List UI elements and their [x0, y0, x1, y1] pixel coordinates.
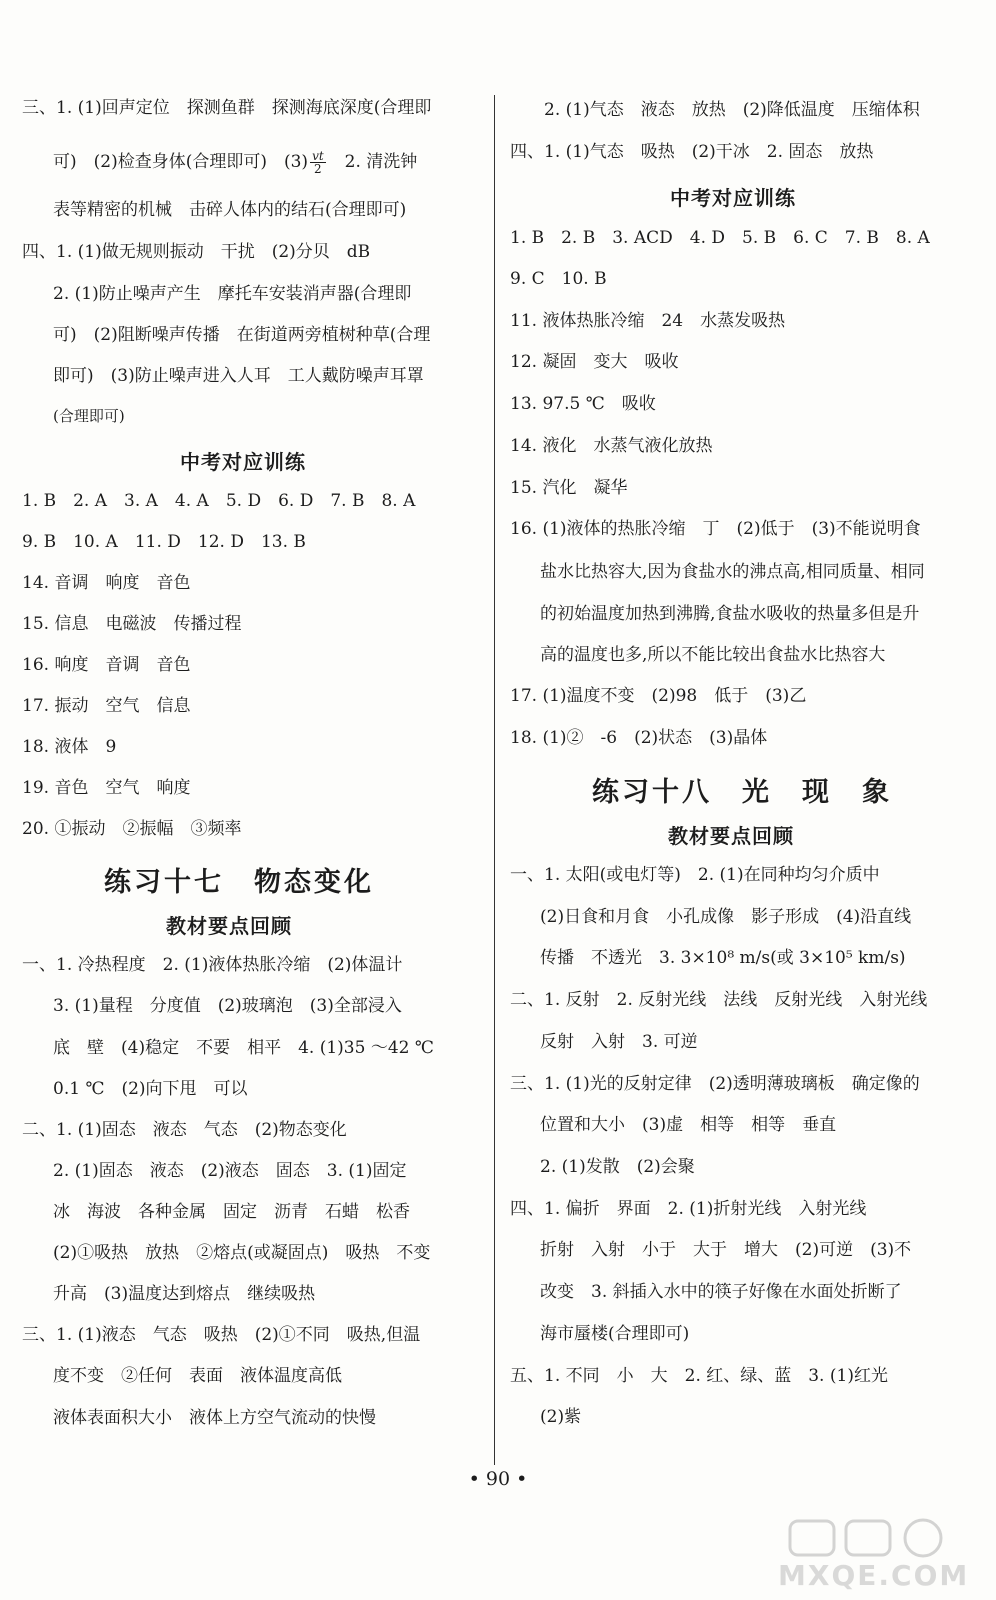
answer-line: 升高 (3)温度达到熔点 继续吸热 [53, 1284, 316, 1304]
answer-line: 一、1. 太阳(或电灯等) 2. (1)在同种均匀介质中 [510, 865, 880, 885]
answer-line: 的初始温度加热到沸腾,食盐水吸收的热量多但是升 [540, 604, 920, 624]
chapter-title: 练习十八 光 现 象 [592, 777, 892, 808]
answer-line: 15. 汽化 凝华 [510, 478, 628, 498]
answer-line: (合理即可) [53, 407, 125, 425]
answer-line: 17. (1)温度不变 (2)98 低于 (3)乙 [510, 686, 807, 706]
answer-line: 2. (1)固态 液态 (2)液态 固态 3. (1)固定 [53, 1161, 407, 1181]
answer-line: 折射 入射 小于 大于 增大 (2)可逆 (3)不 [540, 1240, 912, 1260]
answer-line: 二、1. 反射 2. 反射光线 法线 反射光线 入射光线 [510, 990, 928, 1010]
answer-line: 四、1. (1)气态 吸热 (2)干冰 2. 固态 放热 [510, 142, 874, 162]
answer-line: 四、1. 偏折 界面 2. (1)折射光线 入射光线 [510, 1199, 867, 1219]
answer-line: 9. B 10. A 11. D 12. D 13. B [22, 532, 306, 552]
answer-line: 盐水比热容大,因为食盐水的沸点高,相同质量、相同 [540, 562, 925, 582]
answer-line: 冰 海波 各种金属 固定 沥青 石蜡 松香 [53, 1202, 410, 1222]
answer-line: 2. (1)气态 液态 放热 (2)降低温度 压缩体积 [544, 100, 920, 120]
answer-line: 18. (1)② -6 (2)状态 (3)晶体 [510, 728, 768, 748]
section-heading: 中考对应训练 [180, 450, 306, 474]
answer-line: (2)日食和月食 小孔成像 影子形成 (4)沿直线 [540, 907, 912, 927]
watermark-logo [748, 1515, 978, 1595]
section-heading: 中考对应训练 [670, 186, 796, 210]
answer-line: 改变 3. 斜插入水中的筷子好像在水面处折断了 [540, 1282, 902, 1302]
answer-line: 即可) (3)防止噪声进入人耳 工人戴防噪声耳罩 [53, 366, 424, 386]
answer-line: 度不变 ②任何 表面 液体温度高低 [53, 1366, 342, 1386]
watermark-icon [788, 1515, 958, 1559]
answer-line: 三、1. (1)回声定位 探测鱼群 探测海底深度(合理即 [22, 98, 432, 118]
answer-line: 16. 响度 音调 音色 [22, 655, 191, 675]
section-heading: 教材要点回顾 [668, 824, 794, 848]
answer-line: 16. (1)液体的热胀冷缩 丁 (2)低于 (3)不能说明食 [510, 519, 921, 539]
answer-line: 底 壁 (4)稳定 不要 相平 4. (1)35 ～42 ℃ [53, 1038, 434, 1058]
answer-line: 3. (1)量程 分度值 (2)玻璃泡 (3)全部浸入 [53, 996, 402, 1016]
answer-line: 五、1. 不同 小 大 2. 红、绿、蓝 3. (1)红光 [510, 1366, 888, 1386]
answer-line: 三、1. (1)液态 气态 吸热 (2)①不同 吸热,但温 [22, 1325, 421, 1345]
answer-line: 四、1. (1)做无规则振动 干扰 (2)分贝 dB [22, 242, 371, 262]
answer-line: 可) (2)阻断噪声传播 在街道两旁植树种草(合理 [53, 325, 431, 345]
fraction-numerator: vt [312, 149, 324, 163]
answer-line: 位置和大小 (3)虚 相等 相等 垂直 [540, 1115, 837, 1135]
answer-line: 高的温度也多,所以不能比较出食盐水比热容大 [540, 645, 886, 665]
answer-line: (2)紫 [540, 1407, 582, 1427]
answer-line: 三、1. (1)光的反射定律 (2)透明薄玻璃板 确定像的 [510, 1074, 920, 1094]
page-number: • 90 • [468, 1468, 528, 1490]
answer-line: 二、1. (1)固态 液态 气态 (2)物态变化 [22, 1120, 347, 1140]
answer-line: 14. 液化 水蒸气液化放热 [510, 436, 713, 456]
answer-line: 反射 入射 3. 可逆 [540, 1032, 698, 1052]
answer-line: 液体表面积大小 液体上方空气流动的快慢 [53, 1408, 376, 1428]
answer-line: 19. 音色 空气 响度 [22, 778, 191, 798]
answer-line: 12. 凝固 变大 吸收 [510, 352, 679, 372]
answer-line: 表等精密的机械 击碎人体内的结石(合理即可) [53, 200, 407, 220]
section-heading: 教材要点回顾 [166, 914, 292, 938]
answer-line: 9. C 10. B [510, 269, 607, 289]
answer-line: 传播 不透光 3. 3×10⁸ m/s(或 3×10⁵ km/s) [540, 948, 906, 968]
answer-line: 2. (1)防止噪声产生 摩托车安装消声器(合理即 [53, 284, 412, 304]
answer-line: 一、1. 冷热程度 2. (1)液体热胀冷缩 (2)体温计 [22, 955, 403, 975]
answer-line: 20. ①振动 ②振幅 ③频率 [22, 819, 242, 839]
answer-line: 海市蜃楼(合理即可) [540, 1324, 690, 1344]
answer-text: 可) (2)检查身体(合理即可) (3) [53, 152, 309, 172]
answer-line: 14. 音调 响度 音色 [22, 573, 191, 593]
answer-line: 18. 液体 9 [22, 737, 117, 757]
answer-line: 13. 97.5 ℃ 吸收 [510, 394, 656, 414]
answer-line: 2. (1)发散 (2)会聚 [540, 1157, 695, 1177]
answer-line: 17. 振动 空气 信息 [22, 696, 191, 716]
fraction-denominator: 2 [314, 162, 322, 176]
answer-line: 0.1 ℃ (2)向下甩 可以 [53, 1079, 248, 1099]
answer-line: 15. 信息 电磁波 传播过程 [22, 614, 242, 634]
column-divider [494, 95, 495, 1465]
answer-line [53, 150, 417, 175]
answer-line: 1. B 2. A 3. A 4. A 5. D 6. D 7. B 8. A [22, 491, 416, 511]
watermark-text: MXQE.COM [778, 1559, 970, 1592]
answer-line: 1. B 2. B 3. ACD 4. D 5. B 6. C 7. B 8. A [510, 228, 930, 248]
answer-line: 11. 液体热胀冷缩 24 水蒸发吸热 [510, 311, 786, 331]
fraction [310, 150, 326, 175]
chapter-title: 练习十七 物态变化 [104, 867, 374, 898]
answer-text: 2. 清洗钟 [327, 152, 418, 172]
answer-line: (2)①吸热 放热 ②熔点(或凝固点) 吸热 不变 [53, 1243, 431, 1263]
